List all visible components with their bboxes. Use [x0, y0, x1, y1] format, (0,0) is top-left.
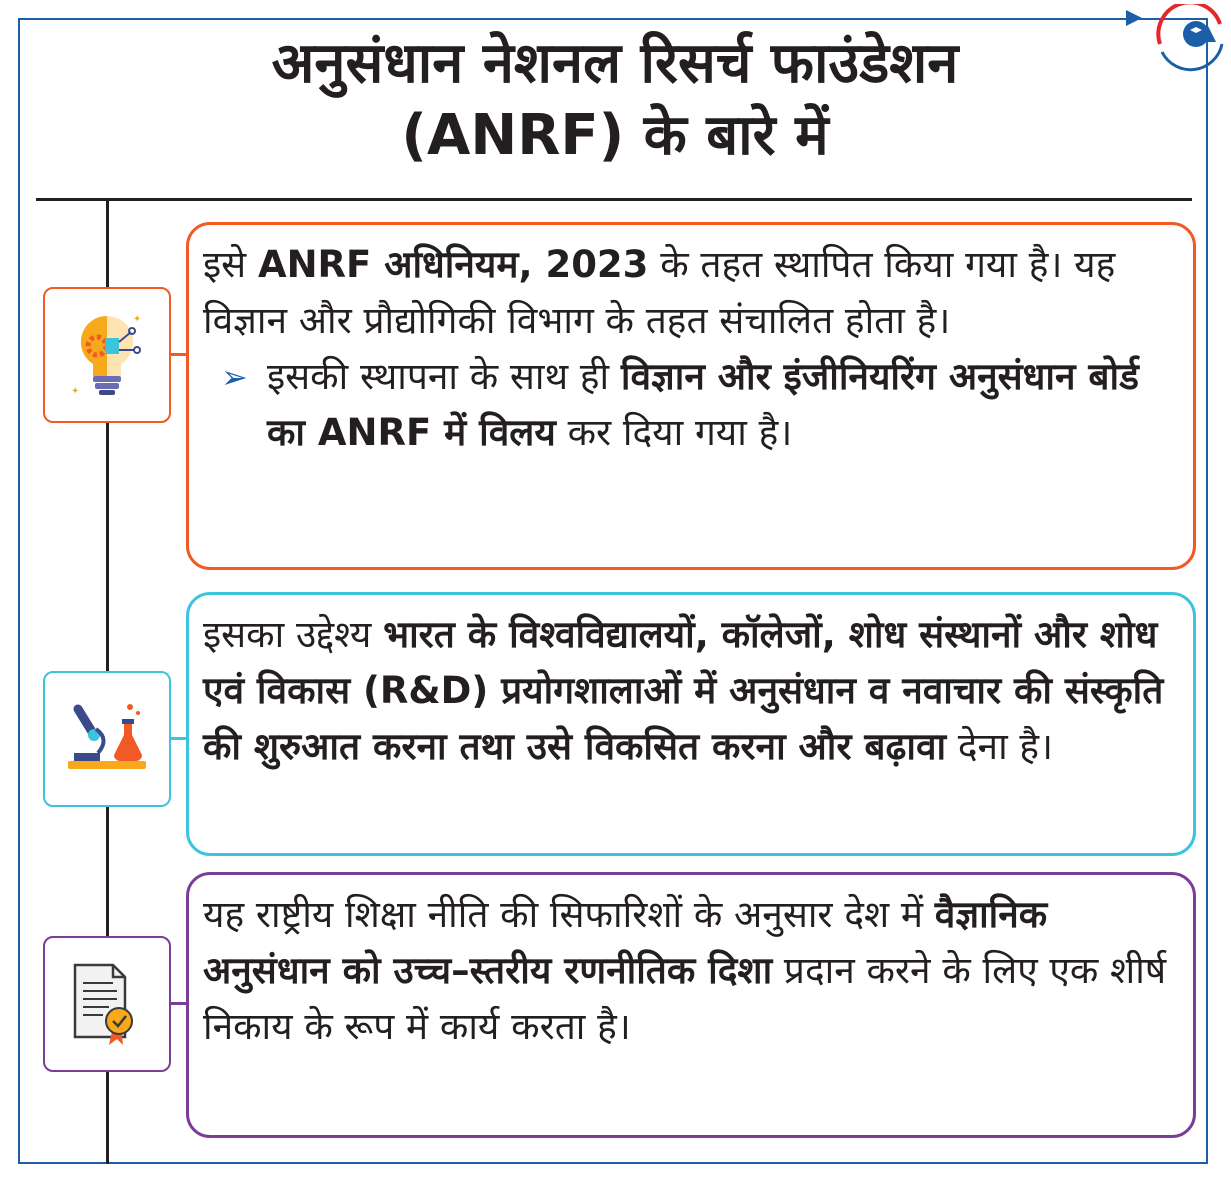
card3-text-1: यह राष्ट्रीय शिक्षा नीति की सिफारिशों के अनुसार देश में — [203, 893, 935, 936]
card2-text-bold: भारत के विश्वविद्यालयों, कॉलेजों, शोध संस्थानों और शोध एवं विकास (R&D) प्रयोगशालाओं में अनुसंधान व नवाचार की संस्कृति की शुरुआत करना तथा उसे विकसित करना और बढ़ावा — [203, 613, 1164, 768]
card2-connector — [171, 737, 187, 740]
card-anrf-establishment — [186, 222, 1196, 570]
svg-text:✦: ✦ — [133, 314, 142, 325]
title-line-2: (ANRF) के बारे में — [401, 103, 829, 168]
svg-text:✦: ✦ — [71, 386, 80, 397]
card1-bullet-bold: विज्ञान और इंजीनियरिंग अनुसंधान बोर्ड का ANRF में विलय — [267, 355, 1139, 454]
card3-connector — [171, 1002, 187, 1005]
card1-icon-box — [43, 287, 171, 423]
card1-bullet-text-2: कर दिया गया है। — [555, 411, 793, 454]
microscope-flask-icon — [64, 699, 150, 779]
card1-intro-text-2: के तहत स्थापित किया गया है। यह विज्ञान और प्रौद्योगिकी विभाग के तहत संचालित होता है। — [203, 243, 1116, 342]
card3-text-bold: वैज्ञानिक अनुसंधान को उच्च–स्तरीय रणनीतिक दिशा — [203, 893, 1048, 992]
card1-intro — [203, 237, 1179, 349]
card3-icon-box — [43, 936, 171, 1072]
card2-text-2: देना है। — [946, 725, 1054, 768]
arrow-bullet-icon: ➢ — [221, 358, 248, 396]
title-line-1: अनुसंधान नेशनल रिसर्च फाउंडेशन — [271, 31, 959, 96]
card1-bullet-text-1: इसकी स्थापना के साथ ही — [267, 355, 621, 398]
card-anrf-role — [186, 872, 1196, 1138]
frame-arrow-right-icon — [1126, 10, 1142, 26]
card1-intro-text-1: इसे — [203, 243, 258, 286]
card-anrf-objective — [186, 592, 1196, 856]
card1-bullet-item — [203, 349, 1179, 461]
lightbulb-gear-circuit-icon — [67, 310, 147, 400]
card3-text-2: प्रदान करने के लिए एक शीर्ष निकाय के रूप में कार्य करता है। — [203, 949, 1167, 1048]
card2-text-1: इसका उद्देश्य — [203, 613, 384, 656]
card2-text — [203, 607, 1179, 775]
card1-connector — [171, 353, 187, 356]
document-certificate-icon — [69, 961, 145, 1047]
page-title — [30, 28, 1200, 172]
title-divider — [36, 198, 1192, 201]
card2-icon-box — [43, 671, 171, 807]
card1-bullet-text — [267, 349, 1179, 461]
card3-text — [203, 887, 1179, 1055]
card1-intro-bold: ANRF अधिनियम, 2023 — [257, 243, 649, 286]
